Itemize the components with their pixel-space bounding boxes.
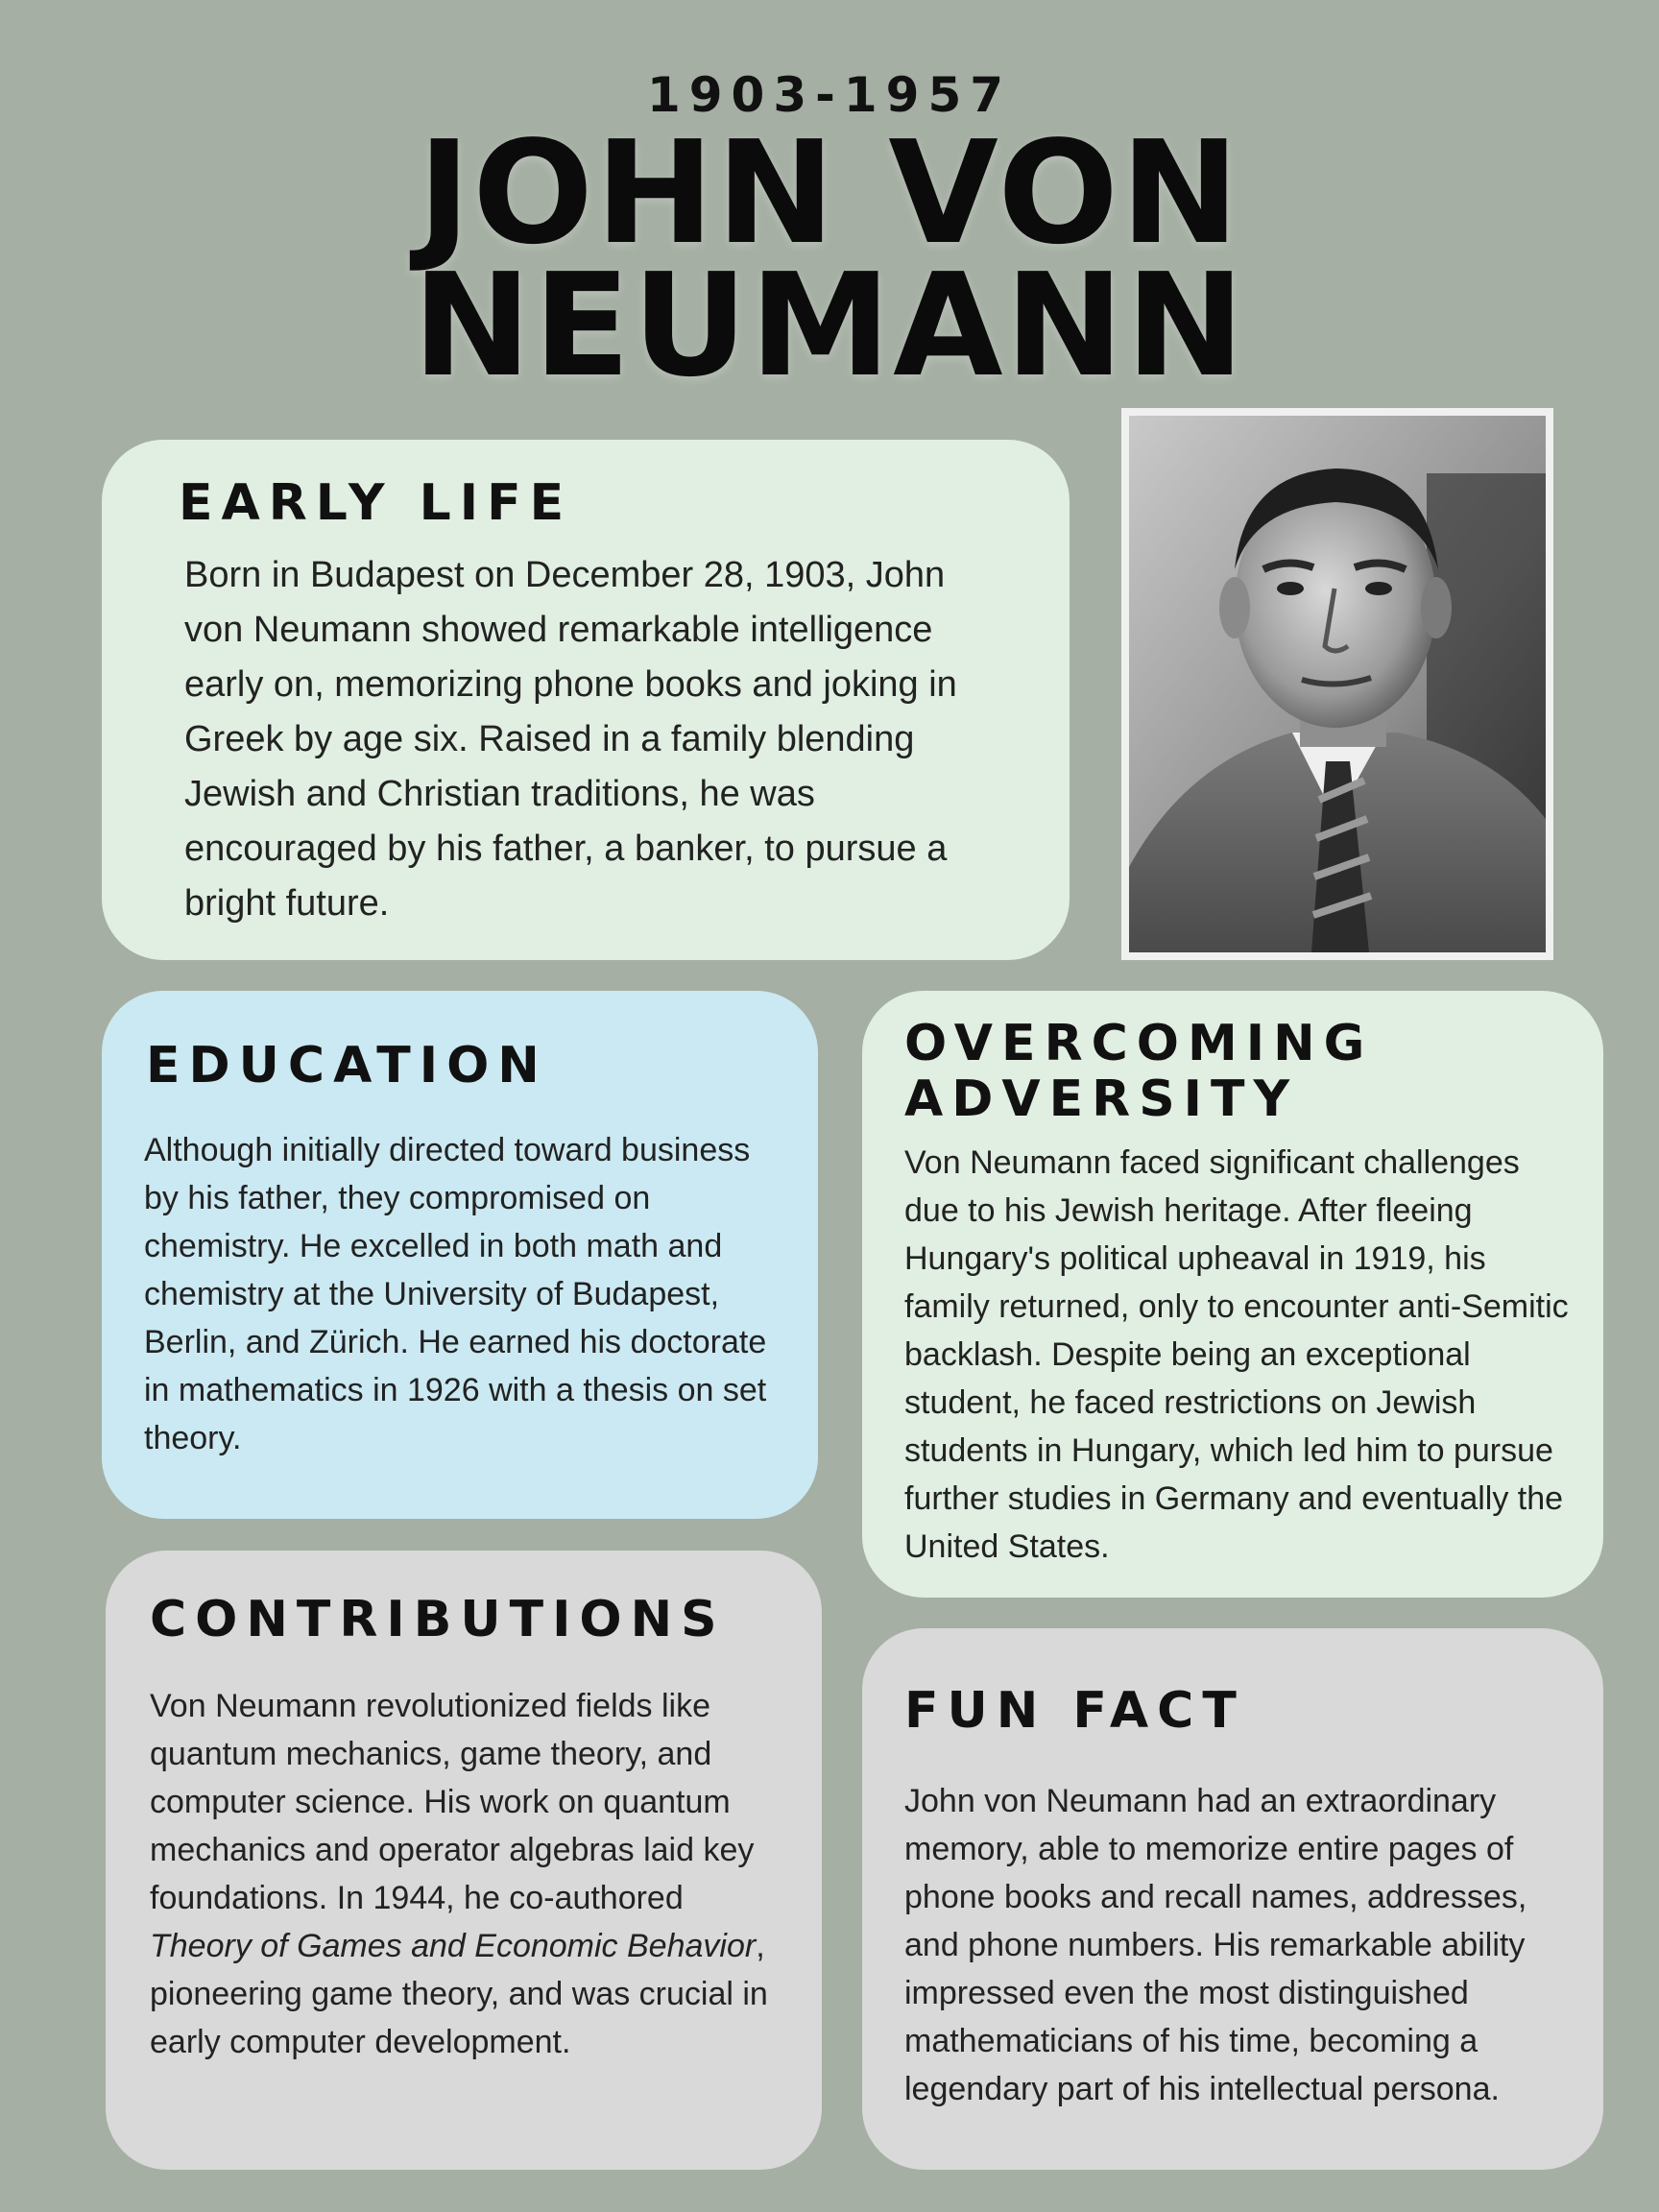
- contributions-heading: CONTRIBUTIONS: [150, 1591, 726, 1648]
- adversity-heading: [904, 1016, 1575, 1127]
- contributions-text-part-2: , pioneering game theory, and was crucial in early computer development.: [150, 1928, 768, 2061]
- contributions-card: [106, 1551, 822, 2170]
- adversity-text: Von Neumann faced significant challenges due to his Jewish heritage. After fleeing Hungary's political upheaval in 1919, his family returned, only to encounter anti-Semitic backlash. Despite being an exceptional student, he faced restrictions on Jewish students in Hungary, which led him to pursue further studies in Germany and eventually the United States.: [904, 1144, 1569, 1565]
- title-line-1: JOHN VON: [418, 110, 1241, 276]
- fun-fact-text: John von Neumann had an extraordinary memory, able to memorize entire pages of phone books and recall names, addresses, and phone numbers. His remarkable ability impressed even the most distinguished mathematicians of his time, becoming a legendary part of his intellectual persona.: [904, 1783, 1527, 2108]
- fun-fact-card: [862, 1628, 1603, 2170]
- early-life-text: Born in Budapest on December 28, 1903, John von Neumann showed remarkable intelligence early on, memorizing phone books and joking in Greek by age six. Raised in a family blending Jewish and Christian traditions, he was encouraged by his father, a banker, to pursue a bright future.: [184, 555, 957, 925]
- contributions-text: [150, 1682, 787, 2066]
- years-heading: 1903-1957: [646, 67, 1013, 123]
- education-heading: EDUCATION: [146, 1037, 548, 1094]
- fun-fact-heading: FUN FACT: [904, 1682, 1245, 1740]
- page-title: [0, 110, 1659, 408]
- adversity-heading-line-1: OVERCOMING: [904, 1015, 1374, 1072]
- adversity-heading-line-2: ADVERSITY: [904, 1070, 1299, 1128]
- title-line-2: NEUMANN: [412, 243, 1247, 408]
- early-life-heading: EARLY LIFE: [179, 474, 573, 532]
- book-title: Theory of Games and Economic Behavior: [150, 1928, 757, 1965]
- portrait-image: [1129, 416, 1546, 952]
- overcoming-adversity-card: [862, 991, 1603, 1598]
- education-text: Although initially directed toward business by his father, they compromised on chemistry. He excelled in both math and chemistry at the University of Budapest, Berlin, and Zürich. He earned his doctorate in mathematics in 1926 with a thesis on set theory.: [144, 1132, 767, 1457]
- portrait-photo: [1121, 408, 1553, 960]
- early-life-card: [102, 440, 1070, 960]
- contributions-text-part-1: Von Neumann revolutionized fields like quantum mechanics, game theory, and computer science. His work on quantum mechanics and operator algebras laid key foundations. In 1944, he co-authored: [150, 1688, 755, 1917]
- education-card: [102, 991, 818, 1519]
